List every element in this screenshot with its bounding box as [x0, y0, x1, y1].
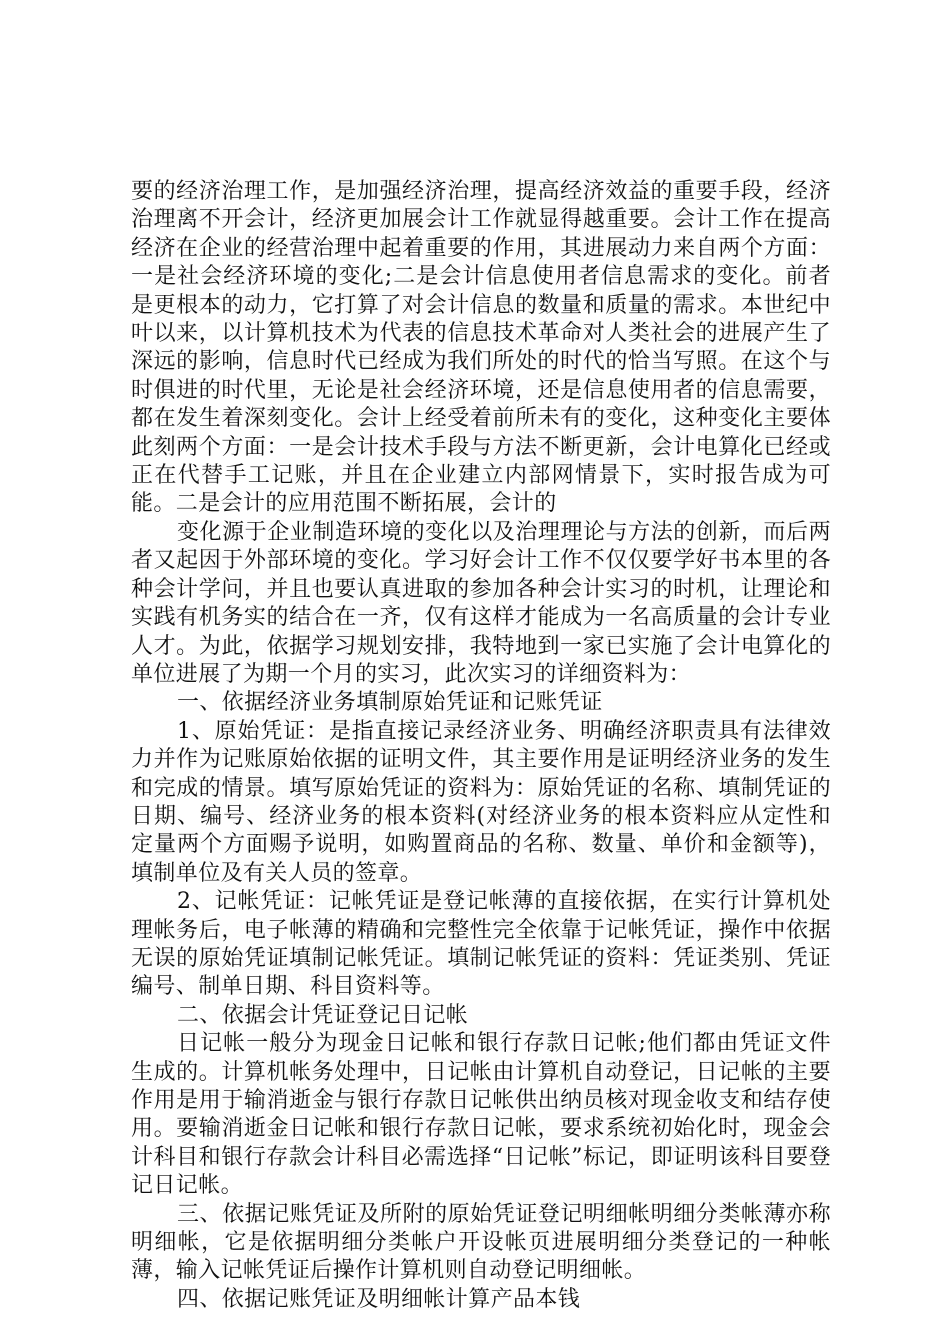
document-body [131, 178, 831, 1314]
paragraph-2: 变化源于企业制造环境的变化以及治理理论与方法的创新，而后两者又起因于外部环境的变化。学习好会计工作不仅仅要学好书本里的各种会计学问，并且也要认真进取的参加各种会计实习的时机，让理论和实践有机务实的结合在一齐，仅有这样才能成为一名高质量的会计专业人才。为此，依据学习规划安排，我特地到一家已实施了会计电算化的单位进展了为期一个月的实习，此次实习的详细资料为： [131, 519, 831, 687]
paragraph-ledger: 三、依据记账凭证及所附的原始凭证登记明细帐明细分类帐薄亦称明细帐，它是依据明细分类帐户开设帐页进展明细分类登记的一种帐薄，输入记帐凭证后操作计算机则自动登记明细帐。 [131, 1201, 831, 1284]
section-heading-4: 四、依据记账凭证及明细帐计算产品本钱 [177, 1286, 581, 1312]
paragraph-journal: 日记帐一般分为现金日记帐和银行存款日记帐;他们都由凭证文件生成的。计算机帐务处理中，日记帐由计算机自动登记，日记帐的主要作用是用于输消逝金与银行存款日记帐供出纳员核对现金收支和结存使用。要输消逝金日记帐和银行存款日记帐，要求系统初始化时，现金会计科目和银行存款会计科目必需选择“日记帐”标记，即证明该科目要登记日记帐。 [131, 1031, 831, 1199]
paragraph-original-voucher: 1、原始凭证：是指直接记录经济业务、明确经济职责具有法律效力并作为记账原始依据的证明文件，其主要作用是证明经济业务的发生和完成的情景。填写原始凭证的资料为：原始凭证的名称、填制凭证的日期、编号、经济业务的根本资料(对经济业务的根本资料应从定性和定量两个方面赐予说明，如购置商品的名称、数量、单价和金额等)，填制单位及有关人员的签章。 [131, 718, 831, 886]
paragraph-accounting-voucher: 2、记帐凭证：记帐凭证是登记帐薄的直接依据，在实行计算机处理帐务后，电子帐薄的精确和完整性完全依靠于记帐凭证，操作中依据无误的原始凭证填制记帐凭证。填制记帐凭证的资料：凭证类别、凭证编号、制单日期、科目资料等。 [131, 889, 831, 1000]
paragraph-1: 要的经济治理工作，是加强经济治理，提高经济效益的重要手段，经济治理离不开会计，经济更加展会计工作就显得越重要。会计工作在提高经济在企业的经营治理中起着重要的作用，其进展动力来自两个方面：一是社会经济环境的变化;二是会计信息使用者信息需求的变化。前者是更根本的动力，它打算了对会计信息的数量和质量的需求。本世纪中叶以来，以计算机技术为代表的信息技术革命对人类社会的进展产生了深远的影响，信息时代已经成为我们所处的时代的恰当写照。在这个与时俱进的时代里，无论是社会经济环境，还是信息使用者的信息需要，都在发生着深刻变化。会计上经受着前所未有的变化，这种变化主要体此刻两个方面：一是会计技术手段与方法不断更新，会计电算化已经或正在代替手工记账，并且在企业建立内部网情景下，实时报告成为可能。二是会计的应用范围不断拓展，会计的 [131, 179, 831, 517]
section-heading-1: 一、依据经济业务填制原始凭证和记账凭证 [177, 690, 603, 716]
section-heading-2: 二、依据会计凭证登记日记帐 [177, 1002, 469, 1028]
